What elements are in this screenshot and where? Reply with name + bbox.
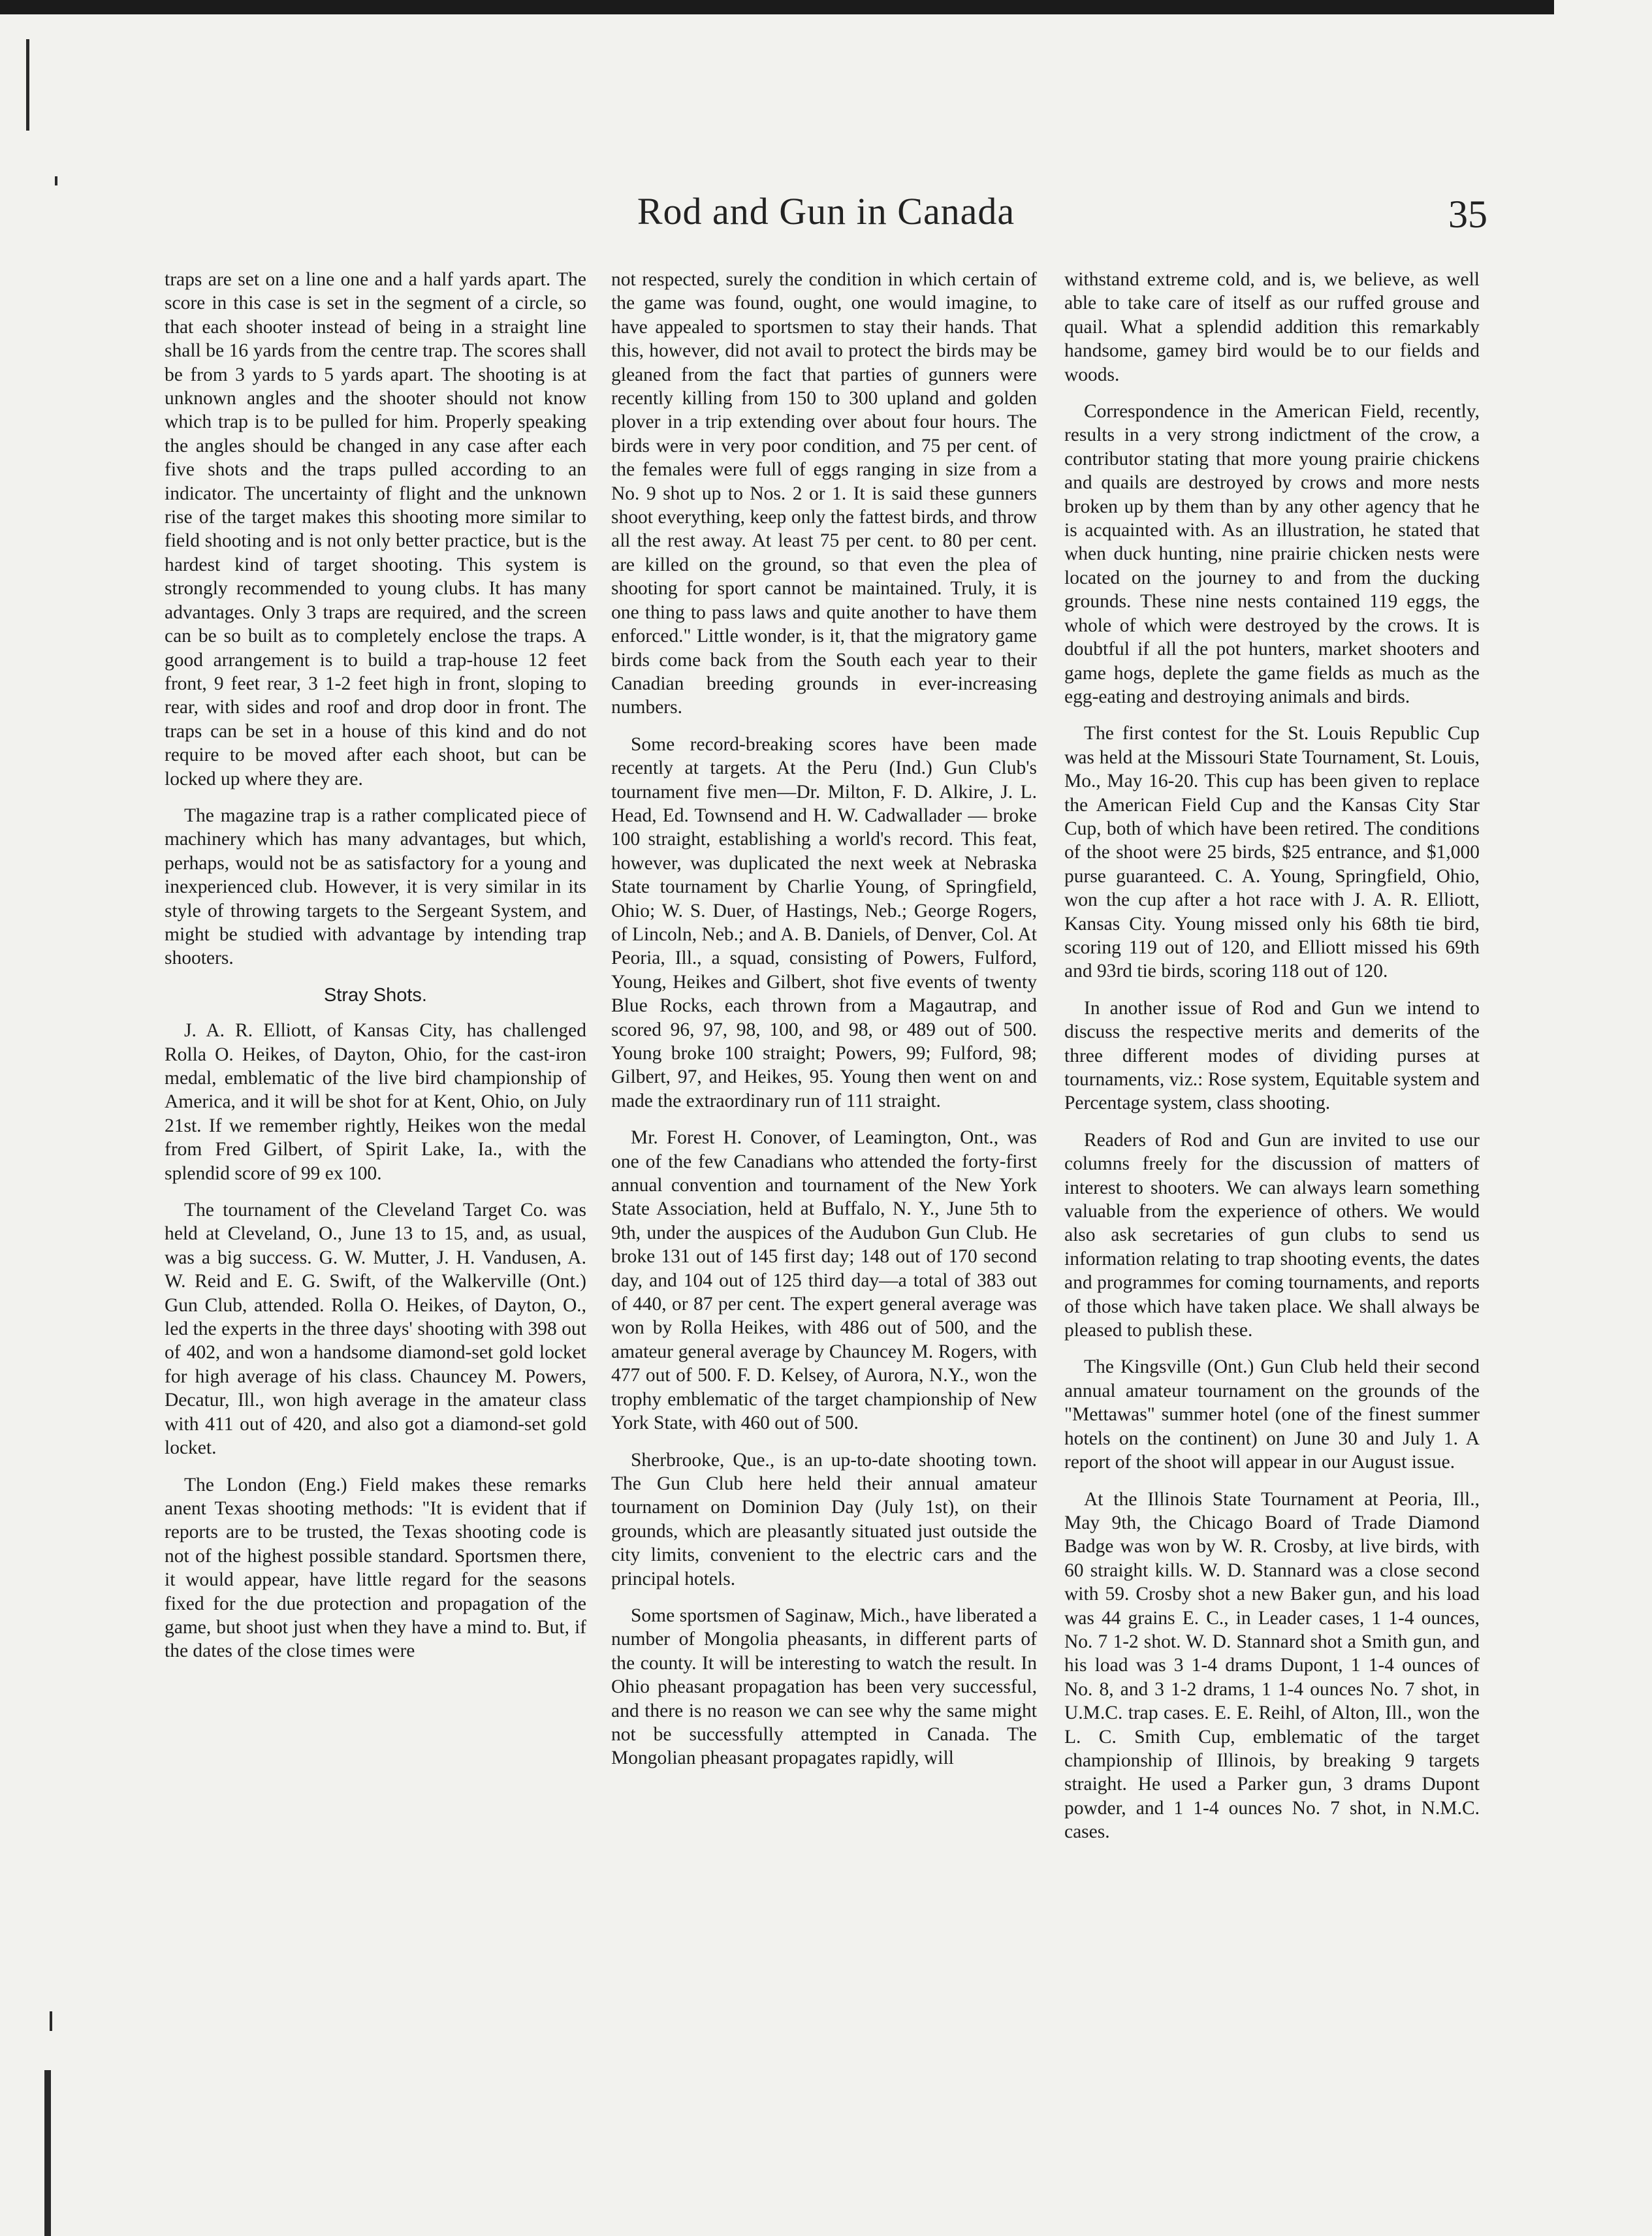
paragraph: J. A. R. Elliott, of Kansas City, has challenged Rolla O. Heikes, of Dayton, Ohio, for the cast-iron medal, emblematic of the live bird championship of America, and it will be shot for at Kent, Ohio, on July 21st. If we remember rightly, Heikes won the medal from Fred Gilbert, of Spirit Lake, Ia., with the splendid score of 99 ex 100. — [165, 1020, 586, 1184]
paragraph: At the Illinois State Tournament at Peoria, Ill., May 9th, the Chicago Board of Trade Diamond Badge was won by W. R. Crosby, at live birds, with 60 straight kills. W. D. Stannard was a close second with 59. Crosby shot a new Baker gun, and his load was 44 grains E. C., in Leader cases, 1 1-4 ounces, No. 7 1-2 shot. W. D. Stannard shot a Smith gun, and his load was 3 1-4 drams Dupont, 1 1-4 ounces of No. 8, and 3 1-2 drams, 1 1-4 ounces No. 7 shot, in U.M.C. trap cases. E. E. Reihl, of Alton, Ill., won the L. C. Smith Cup, emblematic of the target championship of Illinois, by breaking 9 targets straight. He used a Parker gun, 3 drams Dupont powder, and 1 1-4 ounces No. 7 shot, in N.M.C. cases. — [1064, 1488, 1480, 1843]
paragraph: not respected, surely the condition in which certain of the game was found, ought, one would imagine, to have appealed to sportsmen to stay their hands. That this, however, did not avail to protect the birds may be gleaned from the fact that parties of gunners were recently killing from 150 to 300 upland and golden plover in a trip extending over about four hours. The birds were in very poor condition, and 75 per cent. of the females were full of eggs ranging in size from a No. 9 shot up to Nos. 2 or 1. It is said these gunners shoot everything, keep only the fattest birds, and throw all the rest away. At least 75 per cent. to 80 per cent. are killed on the ground, so that even the plea of shooting for sport cannot be maintained. Truly, it is one thing to pass laws and quite another to have them enforced." Little wonder, is it, that the migratory game birds come back from the South each year to their Canadian breeding grounds in ever-increasing numbers. — [611, 269, 1037, 718]
paragraph: In another issue of Rod and Gun we intend to discuss the respective merits and demerits of the three different modes of dividing purses at tournaments, viz.: Rose system, Equitable system and Percentage system, class shooting. — [1064, 997, 1480, 1114]
scan-edge-mark — [26, 39, 29, 131]
paragraph: The magazine trap is a rather complicated piece of machinery which has many advantages, but which, perhaps, would not be as satisfactory for a young and inexperienced club. However, it is very similar in its style of throwing targets to the Sergeant System, and might be studied with advantage by intending trap shooters. — [165, 805, 586, 969]
paragraph: The London (Eng.) Field makes these remarks anent Texas shooting methods: "It is evident that if reports are to be trusted, the Texas shooting code is not of the highest possible standard. Sportsmen there, it would appear, have little regard for the seasons fixed for the due protection and propagation of the game, but shoot just when they have a mind to. But, if the dates of the close times were — [165, 1474, 586, 1662]
scan-edge-mark — [55, 176, 57, 185]
paragraph: Readers of Rod and Gun are invited to use our columns freely for the discussion of matters of interest to shooters. We can always learn something valuable from the experience of others. We would also ask secretaries of gun clubs to send us information relating to trap shooting events, the dates and programmes for coming tournaments, and reports of those which have taken place. We shall always be pleased to publish these. — [1064, 1129, 1480, 1341]
page-number: 35 — [1448, 193, 1487, 236]
paragraph: Correspondence in the American Field, recently, results in a very strong indictment of the crow, a contributor stating that more young prairie chickens and quails are destroyed by crows and more nests broken up by them than by any other agency that he is acquainted with. As an illustration, he stated that when duck hunting, nine prairie chicken nests were located on the journey to and from the ducking grounds. These nine nests contained 119 eggs, the whole of which were destroyed by the crows. It is doubtful if all the pot hunters, market shooters and game hogs, deplete the game fields as much as the egg-eating and destroying animals and birds. — [1064, 401, 1480, 707]
paragraph: Some sportsmen of Saginaw, Mich., have liberated a number of Mongolia pheasants, in different parts of the county. It will be interesting to watch the result. In Ohio pheasant propagation has been very successful, and there is no reason we can see why the same might not be successfully attempted in Canada. The Mongolian pheasant propagates rapidly, will — [611, 1605, 1037, 1769]
scan-edge-mark — [50, 2011, 52, 2031]
paragraph: The tournament of the Cleveland Target Co. was held at Cleveland, O., June 13 to 15, and, as usual, was a big success. G. W. Mutter, J. H. Vandusen, A. W. Reid and E. G. Swift, of the Walkerville (Ont.) Gun Club, attended. Rolla O. Heikes, of Dayton, O., led the experts in the three days' shooting with 398 out of 402, and won a handsome diamond-set gold locket for high average of his class. Chauncey M. Powers, Decatur, Ill., won high average in the amateur class with 411 out of 420, and also got a diamond-set gold locket. — [165, 1200, 586, 1459]
paragraph: Sherbrooke, Que., is an up-to-date shooting town. The Gun Club here held their annual amateur tournament on Dominion Day (July 1st), on their grounds, which are pleasantly situated just outside the city limits, convenient to the electric cars and the principal hotels. — [611, 1449, 1037, 1589]
text-column-1 — [165, 268, 586, 1676]
text-column-2 — [611, 268, 1037, 1783]
paragraph: The first contest for the St. Louis Republic Cup was held at the Missouri State Tournament, St. Louis, Mo., May 16-20. This cup has been given to replace the American Field Cup and the Kansas City Star Cup, both of which have been retired. The conditions of the shoot were 25 birds, $25 entrance, and $1,000 purse guaranteed. C. A. Young, Springfield, Ohio, won the cup after a hot race with J. A. R. Elliott, Kansas City. Young missed only his 68th tie bird, scoring 119 out of 120, and Elliott missed his 69th and 93rd tie birds, scoring 118 out of 120. — [1064, 723, 1480, 982]
scan-edge-mark — [44, 2070, 51, 2236]
paragraph: The Kingsville (Ont.) Gun Club held their second annual amateur tournament on the grounds of the "Mettawas" summer hotel (one of the finest summer hotels on the continent) on June 30 and July 1. A report of the shoot will appear in our August issue. — [1064, 1356, 1480, 1473]
scan-top-border — [0, 0, 1652, 14]
paragraph: Mr. Forest H. Conover, of Leamington, Ont., was one of the few Canadians who attended the forty-first annual convention and tournament of the New York State Association, held at Buffalo, N. Y., June 5th to 9th, under the auspices of the Audubon Gun Club. He broke 131 out of 145 first day; 148 out of 170 second day, and 104 out of 125 third day—a total of 383 out of 440, or 87 per cent. The expert general average was won by Rolla Heikes, with 486 out of 500, and the amateur general average by Chauncey M. Rogers, with 477 out of 500. F. D. Kelsey, of Aurora, N.Y., won the trophy emblematic of the target championship of New York State, with 460 out of 500. — [611, 1127, 1037, 1434]
paragraph: Some record-breaking scores have been made recently at targets. At the Peru (Ind.) Gun Club's tournament five men—Dr. Milton, F. D. Alkire, J. L. Head, Ed. Townsend and H. W. Cadwallader — broke 100 straight, establishing a world's record. This feat, however, was duplicated the next week at Nebraska State tournament by Charlie Young, of Springfield, Ohio; W. S. Duer, of Hastings, Neb.; George Rogers, of Lincoln, Neb.; and A. B. Daniels, of Denver, Col. At Peoria, Ill., a squad, consisting of Powers, Fulford, Young, Heikes and Gilbert, shot five events of twenty Blue Rocks, each thrown from a Magautrap, and scored 96, 97, 98, 100, and 98, or 489 out of 500. Young broke 100 straight; Powers, 99; Fulford, 98; Gilbert, 97, and Heikes, 95. Young then went on and made the extraordinary run of 111 straight. — [611, 733, 1037, 1111]
section-heading: Stray Shots. — [324, 984, 427, 1006]
paragraph: withstand extreme cold, and is, we believe, as well able to take care of itself as our ruffed grouse and quail. What a splendid addition this remarkably handsome, gamey bird would be to our fields and woods. — [1064, 269, 1480, 385]
running-header-title: Rod and Gun in Canada — [637, 190, 1015, 232]
paragraph: traps are set on a line one and a half yards apart. The score in this case is set in the segment of a circle, so that each shooter instead of being in a straight line shall be 16 yards from the centre trap. The scores shall be from 3 yards to 5 yards apart. The shooting is at unknown angles and the shooter should not know which trap is to be pulled for him. Properly speaking the angles should be changed in any case after each five shots and the traps pulled according to an indicator. The uncertainty of flight and the unknown rise of the target makes this shooting more similar to field shooting and is not only better practice, but is the hardest kind of target shooting. This system is strongly recommended to young clubs. It has many advantages. Only 3 traps are required, and the screen can be so built as to completely enclose the traps. A good arrangement is to build a trap-house 12 feet front, 9 feet rear, 3 1-2 feet high in front, sloping to rear, with sides and roof and drop door in front. The traps can be set in a house of this kind and do not require to be moved after each shoot, but can be locked up where they are. — [165, 269, 586, 790]
scan-top-border-gap — [1554, 0, 1652, 14]
text-column-3 — [1064, 268, 1480, 1857]
